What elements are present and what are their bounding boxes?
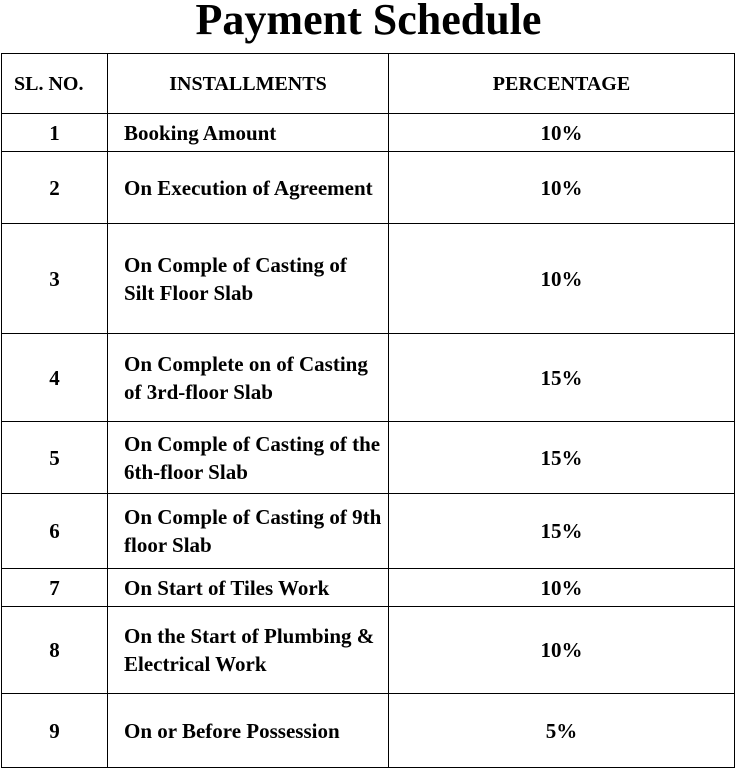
row-sl-number: 8 <box>2 607 108 694</box>
table-header-row <box>2 54 735 114</box>
row-installment: Booking Amount <box>108 114 389 152</box>
row-installment: On Execution of Agreement <box>108 152 389 224</box>
header-percentage: PERCENTAGE <box>389 54 735 114</box>
table-row <box>2 224 735 334</box>
table-row <box>2 114 735 152</box>
table-row <box>2 569 735 607</box>
row-percentage: 10% <box>389 224 735 334</box>
row-sl-number: 2 <box>2 152 108 224</box>
payment-schedule-table <box>1 53 735 768</box>
row-percentage: 10% <box>389 607 735 694</box>
row-percentage: 15% <box>389 422 735 494</box>
row-percentage: 15% <box>389 494 735 569</box>
row-percentage: 10% <box>389 569 735 607</box>
table-row <box>2 334 735 422</box>
row-installment: On Comple of Casting of the 6th-floor Slab <box>108 422 389 494</box>
row-installment: On Complete on of Casting of 3rd-floor Slab <box>108 334 389 422</box>
row-sl-number: 5 <box>2 422 108 494</box>
row-installment: On Comple of Casting of 9th floor Slab <box>108 494 389 569</box>
row-sl-number: 9 <box>2 694 108 768</box>
row-percentage: 15% <box>389 334 735 422</box>
row-sl-number: 6 <box>2 494 108 569</box>
row-percentage: 10% <box>389 114 735 152</box>
row-installment: On the Start of Plumbing & Electrical Work <box>108 607 389 694</box>
row-installment: On Comple of Casting of Silt Floor Slab <box>108 224 389 334</box>
row-installment: On Start of Tiles Work <box>108 569 389 607</box>
row-installment: On or Before Possession <box>108 694 389 768</box>
row-percentage: 5% <box>389 694 735 768</box>
header-sl-no: SL. NO. <box>2 54 108 114</box>
table-row <box>2 152 735 224</box>
row-sl-number: 7 <box>2 569 108 607</box>
row-percentage: 10% <box>389 152 735 224</box>
table-row <box>2 422 735 494</box>
row-sl-number: 4 <box>2 334 108 422</box>
row-sl-number: 1 <box>2 114 108 152</box>
row-sl-number: 3 <box>2 224 108 334</box>
table-row <box>2 494 735 569</box>
table-row <box>2 694 735 768</box>
table-row <box>2 607 735 694</box>
page-title: Payment Schedule <box>195 0 542 44</box>
header-installments: INSTALLMENTS <box>108 54 389 114</box>
